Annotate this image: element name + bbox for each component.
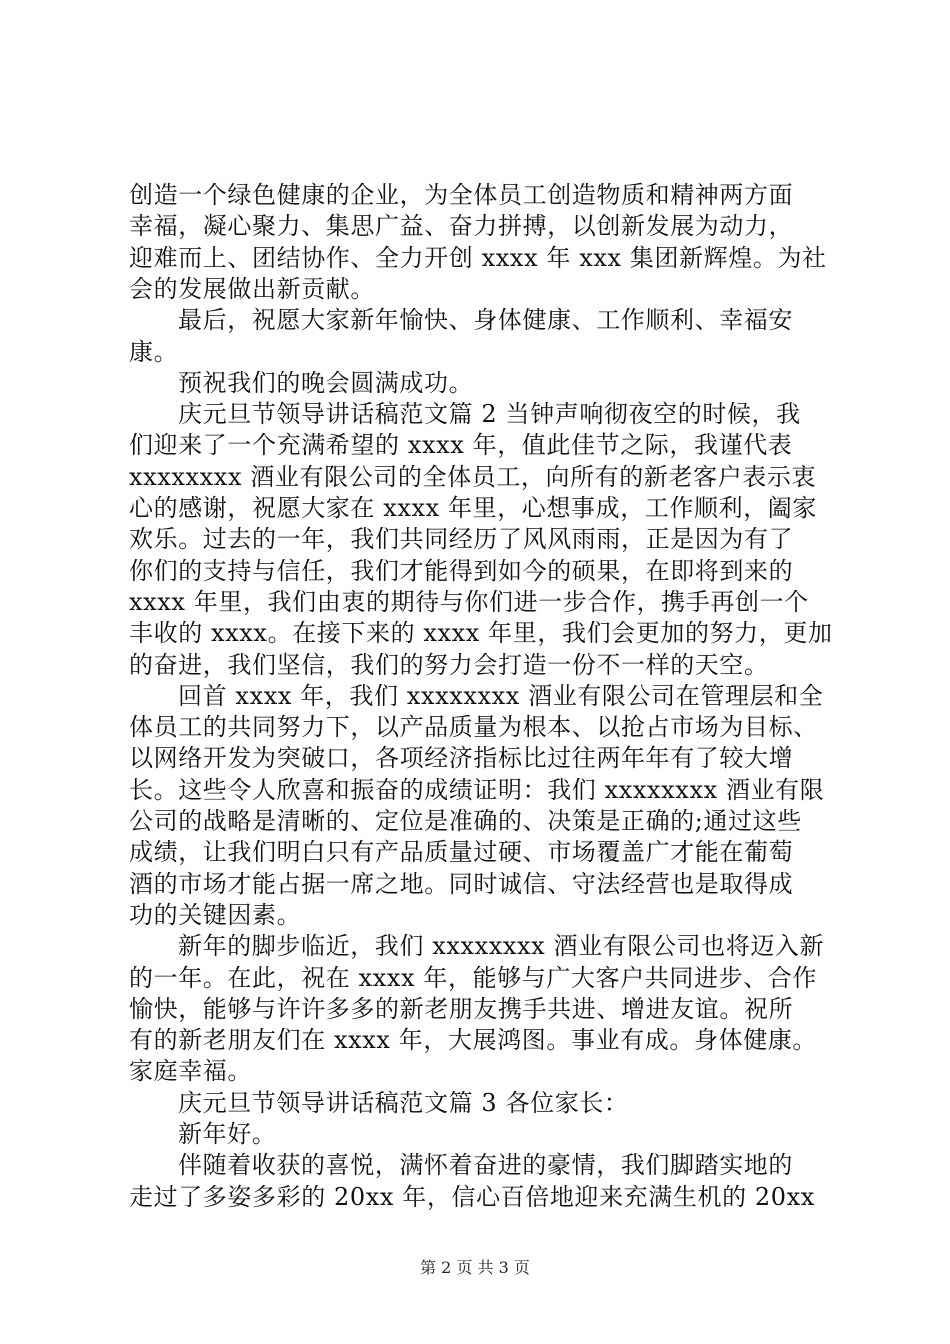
text-line: xxxxxxxx 酒业有限公司的全体员工，向所有的新老客户表示衷 bbox=[129, 463, 817, 491]
text-line: 走过了多姿多彩的 20xx 年，信心百倍地迎来充满生机的 20xx bbox=[129, 1183, 815, 1211]
text-line: 预祝我们的晚会圆满成功。 bbox=[178, 369, 474, 397]
text-line: 会的发展做出新贡献。 bbox=[129, 275, 375, 303]
text-line: 长。这些令人欣喜和振奋的成绩证明：我们 xxxxxxxx 酒业有限 bbox=[129, 776, 825, 804]
text-line: 欢乐。过去的一年，我们共同经历了风风雨雨，正是因为有了 bbox=[129, 525, 794, 553]
text-line: 迎难而上、团结协作、全力开创 xxxx 年 xxx 集团新辉煌。为社 bbox=[129, 244, 827, 272]
text-line: 新年好。 bbox=[178, 1120, 277, 1148]
text-line: 庆元旦节领导讲话稿范文篇 3 各位家长： bbox=[178, 1089, 629, 1117]
text-line: 新年的脚步临近，我们 xxxxxxxx 酒业有限公司也将迈入新 bbox=[178, 932, 825, 960]
text-line: 家庭幸福。 bbox=[129, 1057, 252, 1085]
text-line: 创造一个绿色健康的企业，为全体员工创造物质和精神两方面 bbox=[129, 181, 794, 209]
text-line: 有的新老朋友们在 xxxx 年，大展鸿图。事业有成。身体健康。 bbox=[129, 1026, 817, 1054]
text-line: 回首 xxxx 年，我们 xxxxxxxx 酒业有限公司在管理层和全 bbox=[178, 682, 824, 710]
text-line: 愉快，能够与许许多多的新老朋友携手共进、增进友谊。祝所 bbox=[129, 995, 794, 1023]
page-footer: 第 2 页 共 3 页 bbox=[420, 1258, 530, 1277]
text-line: 成绩，让我们明白只有产品质量过硬、市场覆盖广才能在葡萄 bbox=[129, 838, 794, 866]
text-line: 最后，祝愿大家新年愉快、身体健康、工作顺利、幸福安 bbox=[178, 306, 793, 334]
text-line: 心的感谢，祝愿大家在 xxxx 年里，心想事成，工作顺利，阖家 bbox=[129, 494, 817, 522]
text-line: 体员工的共同努力下，以产品质量为根本、以抢占市场为目标、 bbox=[129, 713, 818, 741]
text-line: 们迎来了一个充满希望的 xxxx 年，值此佳节之际，我谨代表 bbox=[129, 431, 793, 459]
text-line: 幸福，凝心聚力、集思广益、奋力拼搏，以创新发展为动力， bbox=[129, 212, 794, 240]
text-line: 伴随着收获的喜悦，满怀着奋进的豪情，我们脚踏实地的 bbox=[178, 1151, 793, 1179]
text-line: xxxx 年里，我们由衷的期待与你们进一步合作，携手再创一个 bbox=[129, 588, 809, 616]
text-line: 康。 bbox=[129, 338, 179, 366]
text-line: 公司的战略是清晰的、定位是准确的、决策是正确的;通过这些 bbox=[129, 807, 802, 835]
text-line: 庆元旦节领导讲话稿范文篇 2 当钟声响彻夜空的时候，我 bbox=[178, 400, 801, 428]
text-line: 的奋进，我们坚信，我们的努力会打造一份不一样的天空。 bbox=[129, 651, 769, 679]
text-line: 的一年。在此，祝在 xxxx 年，能够与广大客户共同进步、合作 bbox=[129, 964, 817, 992]
text-line: 丰收的 xxxx。在接下来的 xxxx 年里，我们会更加的努力，更加 bbox=[129, 619, 833, 647]
text-line: 酒的市场才能占据一席之地。同时诚信、守法经营也是取得成 bbox=[129, 870, 794, 898]
text-line: 以网络开发为突破口，各项经济指标比过往两年年有了较大增 bbox=[129, 744, 794, 772]
text-line: 功的关键因素。 bbox=[129, 901, 302, 929]
text-line: 你们的支持与信任，我们才能得到如今的硕果，在即将到来的 bbox=[129, 557, 794, 585]
